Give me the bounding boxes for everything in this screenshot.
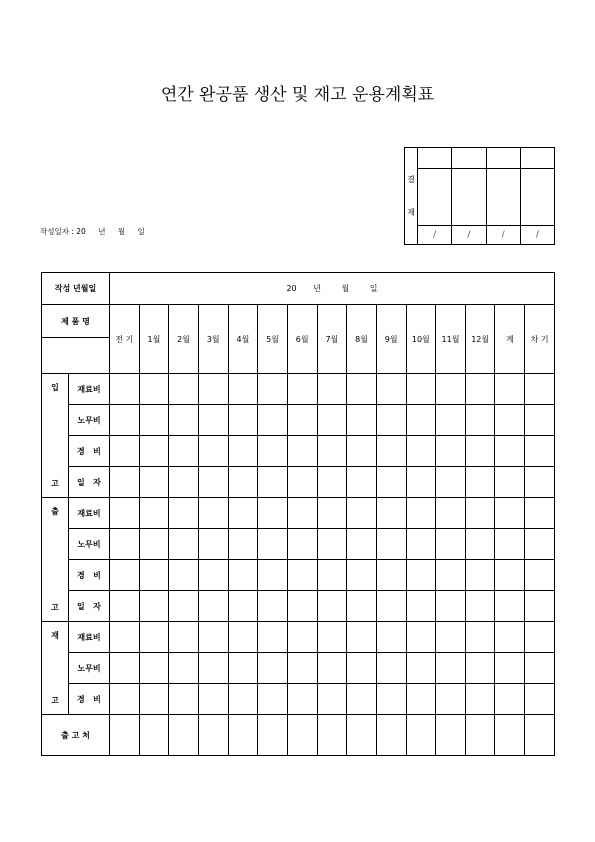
group-label <box>42 622 69 715</box>
data-cell[interactable] <box>376 560 406 591</box>
data-cell[interactable] <box>198 653 228 684</box>
approval-sign-cell[interactable] <box>486 169 520 226</box>
data-cell[interactable] <box>109 374 139 405</box>
column-header: 5월 <box>258 305 288 374</box>
group-label <box>42 498 69 622</box>
data-cell[interactable] <box>169 498 199 529</box>
data-cell[interactable] <box>287 622 317 653</box>
approval-header-cell[interactable] <box>418 148 452 169</box>
data-cell[interactable] <box>406 405 436 436</box>
data-cell[interactable] <box>139 622 169 653</box>
approval-side-label <box>405 148 418 245</box>
data-cell[interactable] <box>465 436 495 467</box>
data-cell[interactable] <box>228 684 258 715</box>
data-cell[interactable] <box>436 374 466 405</box>
data-cell[interactable] <box>139 591 169 622</box>
approval-label-top: 결 <box>407 175 415 184</box>
data-cell[interactable] <box>495 374 525 405</box>
data-cell[interactable] <box>287 405 317 436</box>
data-cell[interactable] <box>347 622 377 653</box>
group-label-bottom: 고 <box>51 602 59 612</box>
data-cell[interactable] <box>169 684 199 715</box>
data-cell[interactable] <box>495 591 525 622</box>
data-cell[interactable] <box>287 715 317 756</box>
data-cell[interactable] <box>109 405 139 436</box>
data-cell[interactable] <box>317 374 347 405</box>
data-cell[interactable] <box>347 467 377 498</box>
approval-header-cell[interactable] <box>486 148 520 169</box>
data-cell[interactable] <box>139 715 169 756</box>
data-cell[interactable] <box>436 622 466 653</box>
data-cell[interactable] <box>495 560 525 591</box>
data-cell[interactable] <box>376 498 406 529</box>
date-year: 년 <box>98 227 106 236</box>
data-cell[interactable] <box>228 374 258 405</box>
data-cell[interactable] <box>406 374 436 405</box>
data-cell[interactable] <box>109 622 139 653</box>
data-cell[interactable] <box>169 591 199 622</box>
data-cell[interactable] <box>495 436 525 467</box>
group-label-bottom: 고 <box>51 695 59 705</box>
data-cell[interactable] <box>347 374 377 405</box>
data-cell[interactable] <box>406 591 436 622</box>
data-cell[interactable] <box>228 467 258 498</box>
data-cell[interactable] <box>347 498 377 529</box>
column-header: 10월 <box>406 305 436 374</box>
date-month: 월 <box>117 227 126 236</box>
data-cell[interactable] <box>317 622 347 653</box>
group-label-top: 출 <box>51 506 59 516</box>
data-cell[interactable] <box>495 653 525 684</box>
data-cell[interactable] <box>228 405 258 436</box>
approval-header-cell[interactable] <box>520 148 554 169</box>
data-cell[interactable] <box>109 560 139 591</box>
data-cell[interactable] <box>525 498 555 529</box>
data-cell[interactable] <box>198 529 228 560</box>
data-cell[interactable] <box>525 653 555 684</box>
data-cell[interactable] <box>465 684 495 715</box>
data-cell[interactable] <box>287 560 317 591</box>
data-cell[interactable] <box>287 653 317 684</box>
data-cell[interactable] <box>436 498 466 529</box>
data-cell[interactable] <box>287 467 317 498</box>
creation-date-line <box>40 226 155 237</box>
product-name-input[interactable] <box>42 338 110 374</box>
data-cell[interactable] <box>436 591 466 622</box>
row-label: 경 비 <box>68 560 109 591</box>
data-cell[interactable] <box>317 653 347 684</box>
data-cell[interactable] <box>376 374 406 405</box>
data-cell[interactable] <box>139 560 169 591</box>
data-cell[interactable] <box>525 684 555 715</box>
data-cell[interactable] <box>169 622 199 653</box>
data-cell[interactable] <box>406 467 436 498</box>
data-cell[interactable] <box>495 467 525 498</box>
data-cell[interactable] <box>376 436 406 467</box>
data-cell[interactable] <box>109 436 139 467</box>
row-label: 재료비 <box>68 374 109 405</box>
data-cell[interactable] <box>258 653 288 684</box>
created-month: 월 <box>341 284 350 293</box>
data-cell[interactable] <box>198 591 228 622</box>
data-cell[interactable] <box>406 653 436 684</box>
approval-sign-cell[interactable] <box>452 169 486 226</box>
column-header: 8월 <box>347 305 377 374</box>
data-cell[interactable] <box>495 405 525 436</box>
data-cell[interactable] <box>436 529 466 560</box>
data-cell[interactable] <box>376 591 406 622</box>
data-cell[interactable] <box>139 498 169 529</box>
column-header: 1월 <box>139 305 169 374</box>
shipping-destination-label: 출 고 처 <box>42 715 110 756</box>
data-cell[interactable] <box>347 560 377 591</box>
data-cell[interactable] <box>376 622 406 653</box>
data-cell[interactable] <box>495 498 525 529</box>
data-cell[interactable] <box>317 467 347 498</box>
data-cell[interactable] <box>376 715 406 756</box>
data-cell[interactable] <box>139 653 169 684</box>
data-cell[interactable] <box>406 715 436 756</box>
data-cell[interactable] <box>228 591 258 622</box>
data-cell[interactable] <box>406 622 436 653</box>
data-cell[interactable] <box>258 591 288 622</box>
data-cell[interactable] <box>406 560 436 591</box>
data-cell[interactable] <box>228 560 258 591</box>
data-cell[interactable] <box>287 374 317 405</box>
data-cell[interactable] <box>436 560 466 591</box>
column-header: 12월 <box>465 305 495 374</box>
data-cell[interactable] <box>109 653 139 684</box>
data-cell[interactable] <box>525 591 555 622</box>
data-cell[interactable] <box>436 653 466 684</box>
data-cell[interactable] <box>258 436 288 467</box>
data-cell[interactable] <box>317 591 347 622</box>
data-cell[interactable] <box>139 405 169 436</box>
created-day: 일 <box>369 284 378 293</box>
data-cell[interactable] <box>406 436 436 467</box>
data-cell[interactable] <box>376 653 406 684</box>
created-date-label: 작성 년월일 <box>42 273 110 305</box>
group-label-bottom: 고 <box>51 478 59 488</box>
data-cell[interactable] <box>198 715 228 756</box>
row-label: 경 비 <box>68 684 109 715</box>
data-cell[interactable] <box>169 653 199 684</box>
approval-date-cell[interactable]: / <box>486 225 520 244</box>
data-cell[interactable] <box>198 374 228 405</box>
data-cell[interactable] <box>109 591 139 622</box>
data-cell[interactable] <box>436 684 466 715</box>
data-cell[interactable] <box>258 405 288 436</box>
data-cell[interactable] <box>258 622 288 653</box>
data-cell[interactable] <box>376 467 406 498</box>
data-cell[interactable] <box>436 436 466 467</box>
data-cell[interactable] <box>347 591 377 622</box>
column-header: 차 기 <box>525 305 555 374</box>
data-cell[interactable] <box>525 436 555 467</box>
data-cell[interactable] <box>139 374 169 405</box>
data-cell[interactable] <box>525 622 555 653</box>
created-date-value[interactable] <box>109 273 554 305</box>
data-cell[interactable] <box>169 529 199 560</box>
column-header: 4월 <box>228 305 258 374</box>
data-cell[interactable] <box>228 622 258 653</box>
data-cell[interactable] <box>109 498 139 529</box>
data-cell[interactable] <box>436 467 466 498</box>
date-day: 일 <box>137 227 145 236</box>
row-label: 일 자 <box>68 467 109 498</box>
created-year: 년 <box>313 284 321 293</box>
data-cell[interactable] <box>317 405 347 436</box>
data-cell[interactable] <box>139 467 169 498</box>
created-prefix: 20 <box>286 284 297 293</box>
column-header: 6월 <box>287 305 317 374</box>
column-header: 9월 <box>376 305 406 374</box>
data-cell[interactable] <box>525 467 555 498</box>
data-cell[interactable] <box>317 715 347 756</box>
data-cell[interactable] <box>109 684 139 715</box>
data-cell[interactable] <box>347 715 377 756</box>
data-cell[interactable] <box>347 436 377 467</box>
data-cell[interactable] <box>287 684 317 715</box>
data-cell[interactable] <box>258 498 288 529</box>
data-cell[interactable] <box>376 405 406 436</box>
data-cell[interactable] <box>198 622 228 653</box>
data-cell[interactable] <box>169 715 199 756</box>
approval-sign-cell[interactable] <box>418 169 452 226</box>
data-cell[interactable] <box>465 560 495 591</box>
group-label-top: 재 <box>51 630 59 640</box>
data-cell[interactable] <box>228 715 258 756</box>
data-cell[interactable] <box>198 405 228 436</box>
group-label-top: 입 <box>51 382 59 392</box>
data-cell[interactable] <box>465 467 495 498</box>
data-cell[interactable] <box>228 498 258 529</box>
data-cell[interactable] <box>495 715 525 756</box>
data-cell[interactable] <box>169 374 199 405</box>
data-cell[interactable] <box>376 529 406 560</box>
data-cell[interactable] <box>228 653 258 684</box>
data-cell[interactable] <box>495 622 525 653</box>
data-cell[interactable] <box>198 436 228 467</box>
row-label: 노무비 <box>68 653 109 684</box>
data-cell[interactable] <box>465 374 495 405</box>
data-cell[interactable] <box>525 374 555 405</box>
data-cell[interactable] <box>139 684 169 715</box>
data-cell[interactable] <box>287 436 317 467</box>
data-cell[interactable] <box>465 653 495 684</box>
data-cell[interactable] <box>465 715 495 756</box>
data-cell[interactable] <box>258 684 288 715</box>
data-cell[interactable] <box>258 467 288 498</box>
column-header: 전 기 <box>109 305 139 374</box>
data-cell[interactable] <box>198 560 228 591</box>
data-cell[interactable] <box>347 684 377 715</box>
approval-header-cell[interactable] <box>452 148 486 169</box>
data-cell[interactable] <box>317 684 347 715</box>
data-cell[interactable] <box>525 529 555 560</box>
column-header: 7월 <box>317 305 347 374</box>
row-label: 경 비 <box>68 436 109 467</box>
product-name-label: 제 품 명 <box>42 305 110 338</box>
data-cell[interactable] <box>198 684 228 715</box>
data-cell[interactable] <box>406 529 436 560</box>
approval-date-cell[interactable]: / <box>520 225 554 244</box>
data-cell[interactable] <box>287 498 317 529</box>
data-cell[interactable] <box>198 467 228 498</box>
data-cell[interactable] <box>406 498 436 529</box>
data-cell[interactable] <box>169 436 199 467</box>
data-cell[interactable] <box>317 436 347 467</box>
data-cell[interactable] <box>258 374 288 405</box>
data-cell[interactable] <box>436 405 466 436</box>
data-cell[interactable] <box>169 405 199 436</box>
data-cell[interactable] <box>376 684 406 715</box>
data-cell[interactable] <box>347 653 377 684</box>
data-cell[interactable] <box>465 529 495 560</box>
data-cell[interactable] <box>495 684 525 715</box>
data-cell[interactable] <box>287 591 317 622</box>
data-cell[interactable] <box>495 529 525 560</box>
data-cell[interactable] <box>258 529 288 560</box>
data-cell[interactable] <box>258 715 288 756</box>
data-cell[interactable] <box>109 529 139 560</box>
approval-box <box>404 147 555 245</box>
data-cell[interactable] <box>228 436 258 467</box>
data-cell[interactable] <box>525 405 555 436</box>
data-cell[interactable] <box>317 498 347 529</box>
data-cell[interactable] <box>465 405 495 436</box>
data-cell[interactable] <box>198 498 228 529</box>
data-cell[interactable] <box>169 467 199 498</box>
row-label: 노무비 <box>68 529 109 560</box>
approval-date-cell[interactable]: / <box>418 225 452 244</box>
data-cell[interactable] <box>347 529 377 560</box>
approval-date-cell[interactable]: / <box>452 225 486 244</box>
data-cell[interactable] <box>525 560 555 591</box>
data-cell[interactable] <box>465 622 495 653</box>
row-label: 재료비 <box>68 622 109 653</box>
data-cell[interactable] <box>525 715 555 756</box>
column-header: 11월 <box>436 305 466 374</box>
column-header: 2월 <box>169 305 199 374</box>
data-cell[interactable] <box>228 529 258 560</box>
row-label: 노무비 <box>68 405 109 436</box>
data-cell[interactable] <box>465 591 495 622</box>
data-cell[interactable] <box>436 715 466 756</box>
column-header: 계 <box>495 305 525 374</box>
data-cell[interactable] <box>465 498 495 529</box>
column-header: 3월 <box>198 305 228 374</box>
approval-label-bottom: 재 <box>407 208 415 217</box>
data-cell[interactable] <box>109 715 139 756</box>
date-label: 작성일자 : 20 <box>40 227 86 236</box>
approval-sign-cell[interactable] <box>520 169 554 226</box>
data-cell[interactable] <box>317 560 347 591</box>
group-label <box>42 374 69 498</box>
production-plan-table <box>41 272 555 756</box>
data-cell[interactable] <box>139 529 169 560</box>
row-label: 재료비 <box>68 498 109 529</box>
data-cell[interactable] <box>347 405 377 436</box>
data-cell[interactable] <box>406 684 436 715</box>
data-cell[interactable] <box>139 436 169 467</box>
data-cell[interactable] <box>109 467 139 498</box>
data-cell[interactable] <box>287 529 317 560</box>
data-cell[interactable] <box>317 529 347 560</box>
data-cell[interactable] <box>169 560 199 591</box>
page-title: 연간 완공품 생산 및 재고 운용계획표 <box>160 85 435 105</box>
data-cell[interactable] <box>258 560 288 591</box>
row-label: 일 자 <box>68 591 109 622</box>
